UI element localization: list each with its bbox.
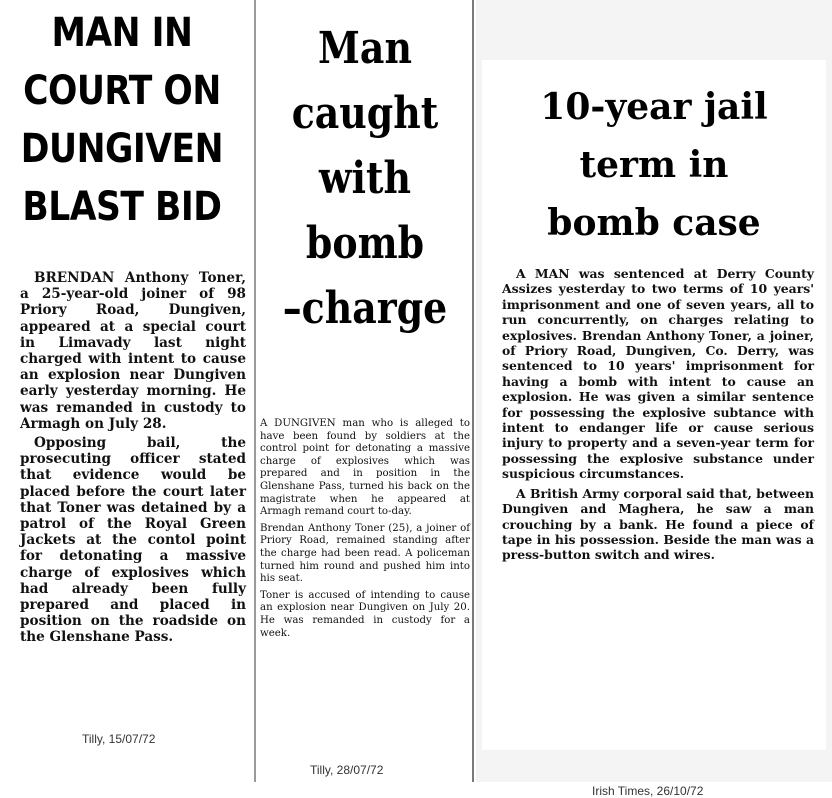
article-paragraph: Brendan Anthony Toner (25), a joiner of Priory Road, remained standing after the charge had been read. A policeman turned him round and pushed him into his seat. — [260, 522, 470, 585]
article-paragraph: BRENDAN Anthony Toner, a 25-year-old joiner of 98 Priory Road, Dungiven, appeared at a special court in Limavady last night charged with intent to cause an explosion near Dungiven early yesterday morning. He was remanded in custody to Armagh on July 28. — [20, 270, 246, 432]
clipping-irish-times-1972-10-26 — [476, 0, 832, 798]
article-body — [260, 418, 470, 644]
clipping-tilly-1972-07-28 — [258, 0, 474, 782]
article-body — [502, 266, 814, 567]
article-body — [20, 270, 246, 649]
source-caption: Tilly, 28/07/72 — [310, 763, 384, 777]
article-paragraph: A MAN was sentenced at Derry County Assizes yesterday to two terms of 10 years' imprisonment and one of seven years, all to run concurrently, on charges relating to explosives. Brendan Anthony Toner, a joiner, of Priory Road, Dungiven, Co. Derry, was sentenced to 10 years' imprisonment for having a bomb with intent to cause an explosion. He was given a similar sentence for possessing the explosive subtance with intent to endanger life or cause serious injury to property and a seven-year term for possessing the explosive substance under suspicious circumstances. — [502, 266, 814, 482]
headline: 10-year jail term in bomb case — [540, 86, 768, 244]
source-caption: Irish Times, 26/10/72 — [592, 784, 704, 798]
article-paragraph: A British Army corporal said that, between Dungiven and Maghera, he saw a man crouching by a bank. He found a piece of tape in his possession. Beside the man was a press-button switch and wires. — [502, 485, 814, 563]
headline: Man caught with bomb –charge — [282, 23, 448, 334]
clipping-tilly-1972-07-15 — [0, 0, 256, 782]
clipping-paper — [482, 60, 826, 798]
source-caption: Tilly, 15/07/72 — [82, 732, 156, 746]
headline: MAN IN COURT ON DUNGIVEN BLAST BID — [20, 10, 224, 230]
article-paragraph: Toner is accused of intending to cause an explosion near Dungiven on July 20. He was remanded in custody for a week. — [260, 589, 470, 639]
article-paragraph: A DUNGIVEN man who is alleged to have been found by soldiers at the control point for detonating a massive charge of explosives which was prepared and in position in the Glenshane Pass, turned his back on the magistrate when he appeared at Armagh remand court to-day. — [260, 418, 470, 518]
article-paragraph: Opposing bail, the prosecuting officer stated that evidence would be placed before the court later that Toner was detained by a patrol of the Royal Green Jackets at the contol point for detonating a massive charge of explosives which had already been fully prepared and placed in position on the roadside on the Glenshane Pass. — [20, 435, 246, 646]
